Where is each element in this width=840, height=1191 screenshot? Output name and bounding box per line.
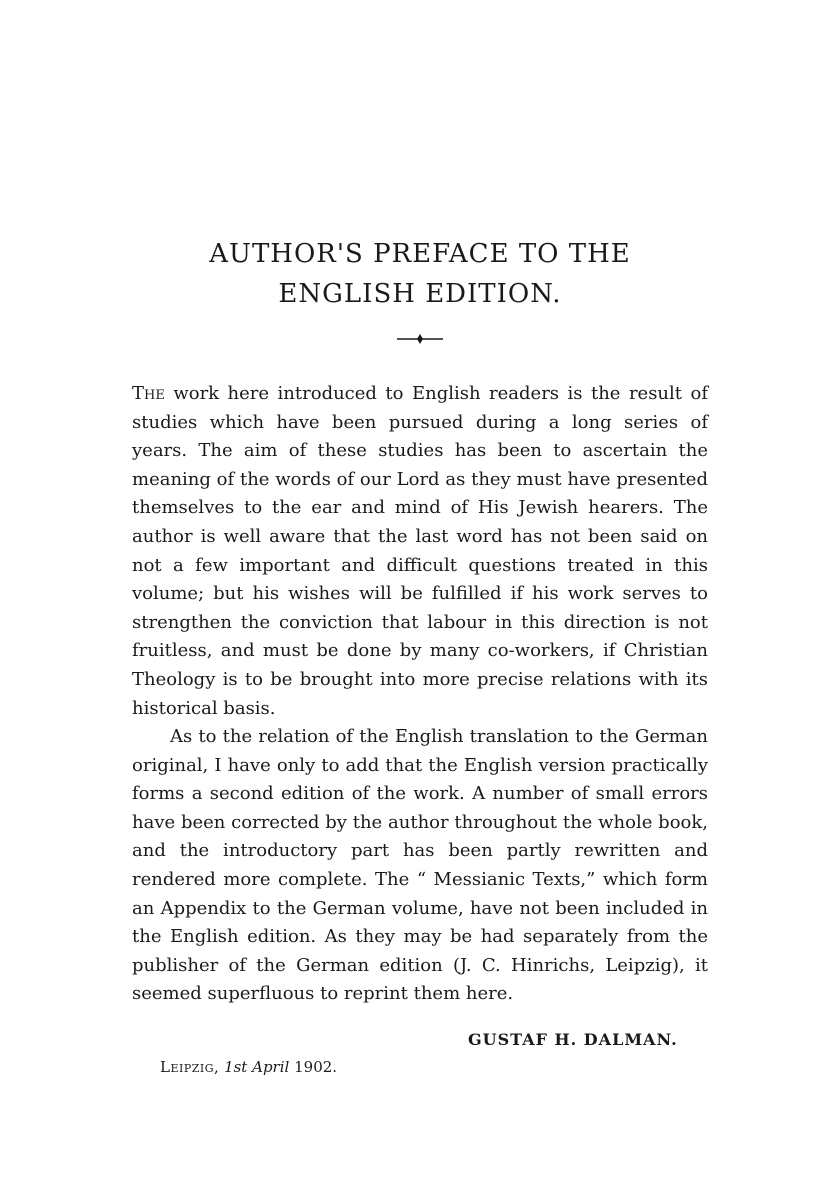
dateline-place: Leipzig, <box>160 1058 220 1076</box>
page-title-line-2: ENGLISH EDITION. <box>278 279 562 309</box>
dateline <box>160 1058 337 1076</box>
dateline-month: April <box>252 1058 290 1076</box>
preface-paragraph-1 <box>132 380 708 723</box>
paragraph-1-text: work here introduced to English readers is the result of studies which have been pursued during a long series of years. The aim of these studies has been to ascertain the meaning of the words of our Lord as they must have presented themselves to the ear and mind of His Jewish hearers. The author is well aware that the last word has not been said on not a few important and difficult questions treated in this volume; but his wishes will be fulfilled if his work serves to strengthen the conviction that labour in this direction is not fruitless, and must be done by many co-workers, if Christian Theology is to be brought into more precise relations with its historical basis. <box>132 383 708 719</box>
paragraph-lead-word: The <box>132 383 165 404</box>
preface-paragraph-2 <box>132 723 708 1009</box>
dateline-year: 1902. <box>294 1058 338 1076</box>
author-signature: GUSTAF H. DALMAN. <box>468 1030 678 1049</box>
page-title-line-1: AUTHOR'S PREFACE TO THE <box>209 239 631 269</box>
paragraph-2-text: As to the relation of the English translation to the German original, I have only to add that the English version practically forms a second edition of the work. A number of small errors have been corrected by the author throughout the whole book, and the introductory part has been partly rewritten and rendered more complete. The “ Messianic Texts,” which form an Appendix to the German volume, have not been included in the English edition. As they may be had separately from the publisher of the German edition (J. C. Hinrichs, Leipzig), it seemed superfluous to reprint them here. <box>132 726 708 1005</box>
dateline-day: 1st <box>224 1058 248 1076</box>
diamond-rule-ornament-icon <box>395 331 445 345</box>
